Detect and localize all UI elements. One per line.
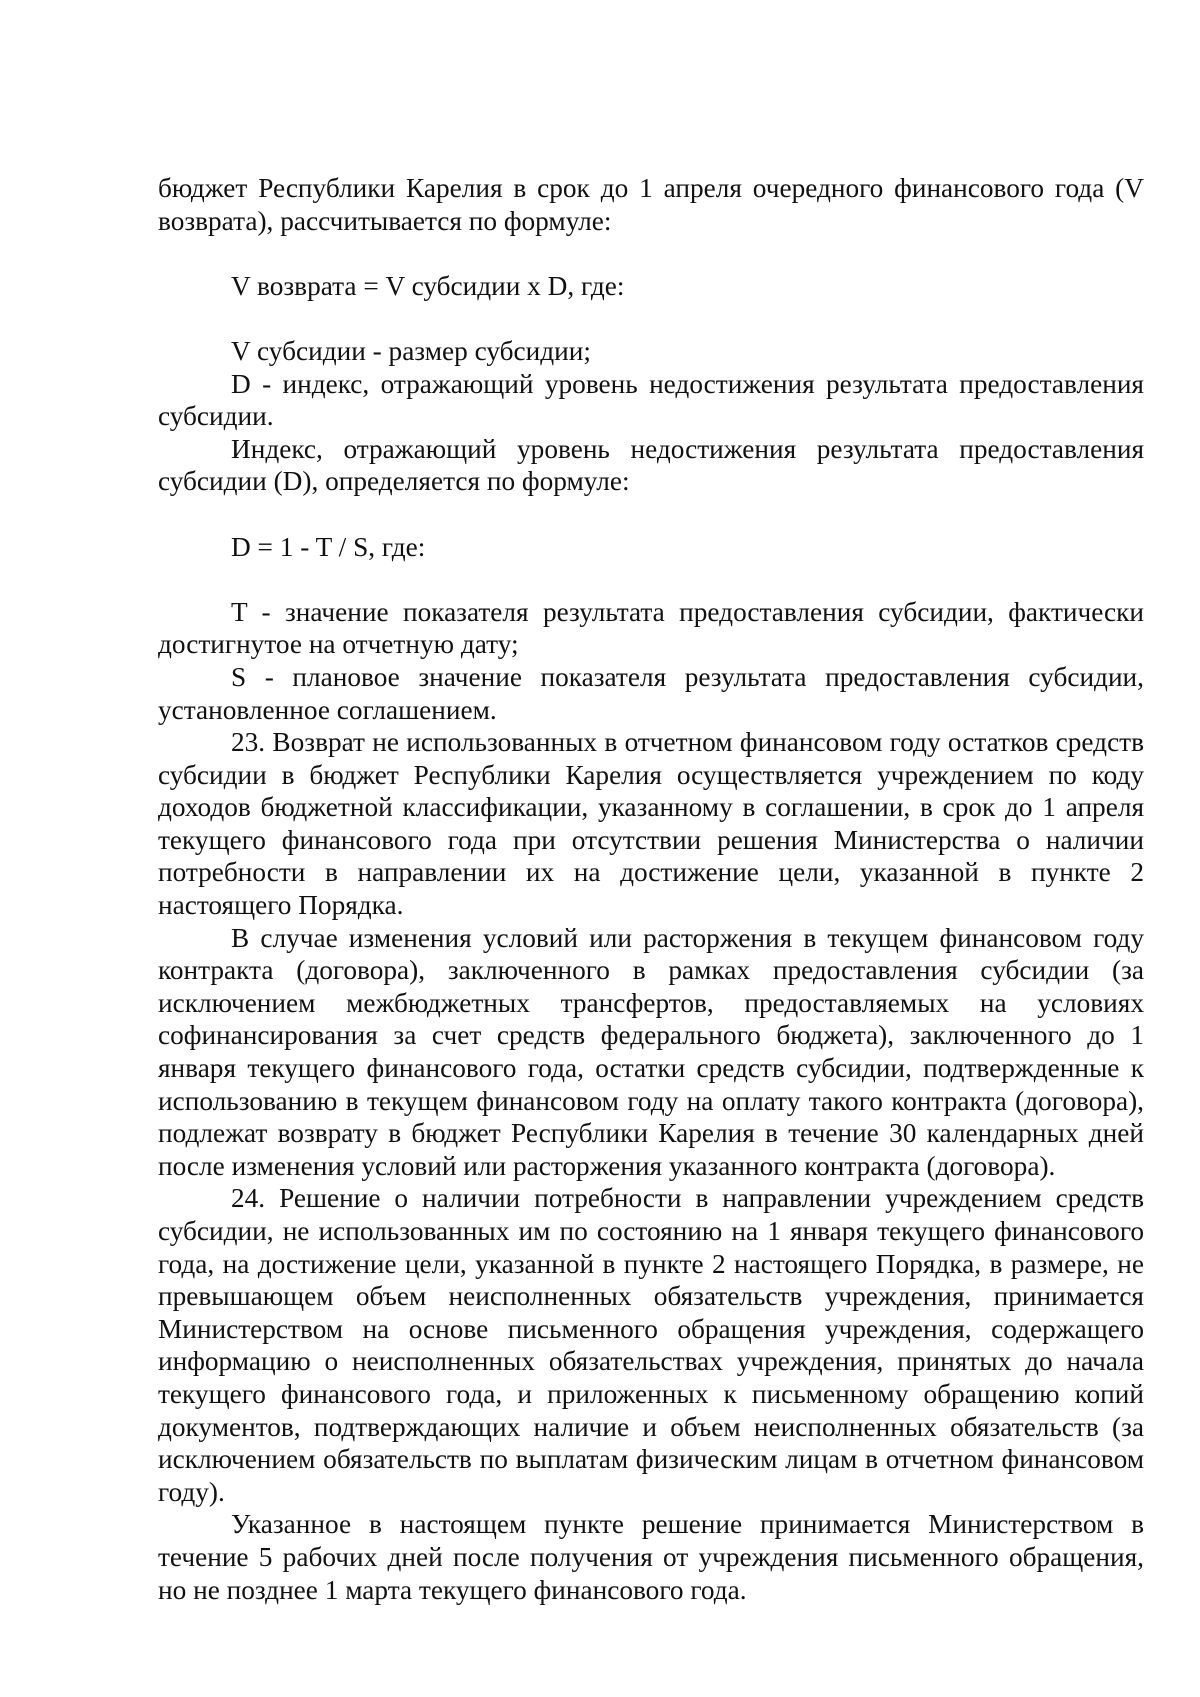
definition-d: D - индекс, отражающий уровень недостижения результата предоставления субсидии. bbox=[158, 368, 1144, 432]
paragraph-decision-term: Указанное в настоящем пункте решение принимается Министерством в течение 5 рабочих дней после получения от учреждения письменного обращения, но не позднее 1 марта текущего финансового года. bbox=[158, 1509, 1144, 1605]
formula-d: D = 1 - T / S, где: bbox=[231, 531, 426, 562]
definition-t: T - значение показателя результата предоставления субсидии, фактически достигнутое на отчетную дату; bbox=[158, 596, 1144, 660]
paragraph-contract-change: В случае изменения условий или расторжения в текущем финансовом году контракта (договора), заключенного в рамках предоставления субсидии (за исключением межбюджетных трансфертов, предоставляемых на условиях софинансирования за счет средств федерального бюджета), заключенного до 1 января текущего финансового года, остатки средств субсидии, подтвержденные к использованию в текущем финансовом году на оплату такого контракта (договора), подлежат возврату в бюджет Республики Карелия в течение 30 календарных дней после изменения условий или расторжения указанного контракта (договора). bbox=[158, 922, 1144, 1181]
paragraph-index-d: Индекс, отражающий уровень недостижения результата предоставления субсидии (D), определяется по формуле: bbox=[158, 433, 1144, 497]
clause-23: 23. Возврат не использованных в отчетном финансовом году остатков средств субсидии в бюджет Республики Карелия осуществляется учреждением по коду доходов бюджетной классификации, указанному в соглашении, в срок до 1 апреля текущего финансового года при отсутствии решения Министерства о наличии потребности в направлении их на достижение цели, указанной в пункте 2 настоящего Порядка. bbox=[158, 727, 1144, 921]
formula-v-return: V возврата = V субсидии x D, где: bbox=[231, 270, 625, 301]
document-body bbox=[158, 172, 1144, 1606]
clause-24: 24. Решение о наличии потребности в направлении учреждением средств субсидии, не использованных им по состоянию на 1 января текущего финансового года, на достижение цели, указанной в пункте 2 настоящего Порядка, в размере, не превышающем объем неисполненных обязательств учреждения, принимается Министерством на основе письменного обращения учреждения, содержащего информацию о неисполненных обязательствах учреждения, принятых до начала текущего финансового года, и приложенных к письменному обращению копий документов, подтверждающих наличие и объем неисполненных обязательств (за исключением обязательств по выплатам физическим лицам в отчетном финансовом году). bbox=[158, 1183, 1144, 1507]
definition-v-subsidy: V субсидии - размер субсидии; bbox=[231, 335, 591, 366]
paragraph-continuation: бюджет Республики Карелия в срок до 1 апреля очередного финансового года (V возврата), рассчитывается по формуле: bbox=[158, 173, 1144, 236]
definition-s: S - плановое значение показателя результата предоставления субсидии, установленное соглашением. bbox=[158, 661, 1144, 725]
